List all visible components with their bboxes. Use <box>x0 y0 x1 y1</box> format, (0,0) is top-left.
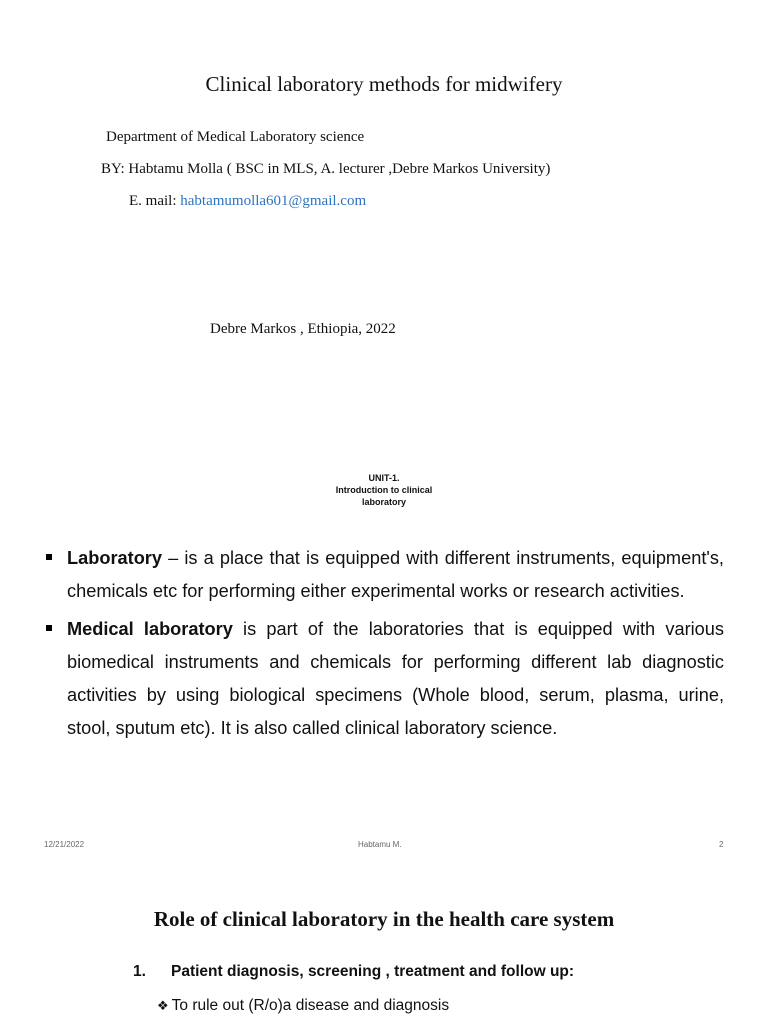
item-number: 1. <box>133 963 146 980</box>
definition-list <box>44 542 724 750</box>
term-medical-laboratory: Medical laboratory <box>67 619 233 639</box>
square-bullet-icon <box>46 554 52 560</box>
list-item <box>44 542 724 608</box>
slide-role-of-lab <box>0 880 768 1024</box>
author-line: BY: Habtamu Molla ( BSC in MLS, A. lecturer ,Debre Markos University) <box>101 161 551 177</box>
place-date: Debre Markos , Ethiopia, 2022 <box>210 321 396 337</box>
sub-bullet-item <box>157 997 449 1015</box>
footer-page-number: 2 <box>719 840 724 849</box>
document-title: Clinical laboratory methods for midwifery <box>205 72 563 96</box>
department-line: Department of Medical Laboratory science <box>106 129 365 145</box>
numbered-item <box>133 963 574 981</box>
square-bullet-icon <box>46 625 52 631</box>
list-item <box>44 613 724 745</box>
email-label: E. mail: <box>129 193 181 209</box>
email-line <box>129 193 366 210</box>
definition-text: – is a place that is equipped with different instruments, equipment's, chemicals etc for performing either experimental works or research activities. <box>67 548 724 601</box>
definition-text: is part of the laboratories that is equipped with various biomedical instruments and chemicals for performing different lab diagnostic activities by using biological specimens (Whole blood, serum, plasma, urine, stool, sputum etc). It is also called clinical laboratory science. <box>67 619 724 738</box>
unit-line: Introduction to clinical <box>335 485 433 495</box>
sub-item-text: To rule out (R/o)a disease and diagnosis <box>171 997 450 1014</box>
footer-date: 12/21/2022 <box>44 840 85 849</box>
unit-line: laboratory <box>361 497 406 507</box>
slide-title-page <box>0 0 768 440</box>
unit-heading <box>284 472 484 508</box>
diamond-bullet-icon: ❖ <box>157 998 169 1013</box>
term-laboratory: Laboratory <box>67 548 162 568</box>
slide-introduction <box>0 440 768 880</box>
unit-line: UNIT-1. <box>368 473 400 483</box>
section-title: Role of clinical laboratory in the health care system <box>153 907 615 931</box>
email-link[interactable]: habtamumolla601@gmail.com <box>180 193 367 209</box>
footer-author: Habtamu M. <box>358 840 402 849</box>
item-text: Patient diagnosis, screening , treatment and follow up: <box>171 963 575 980</box>
